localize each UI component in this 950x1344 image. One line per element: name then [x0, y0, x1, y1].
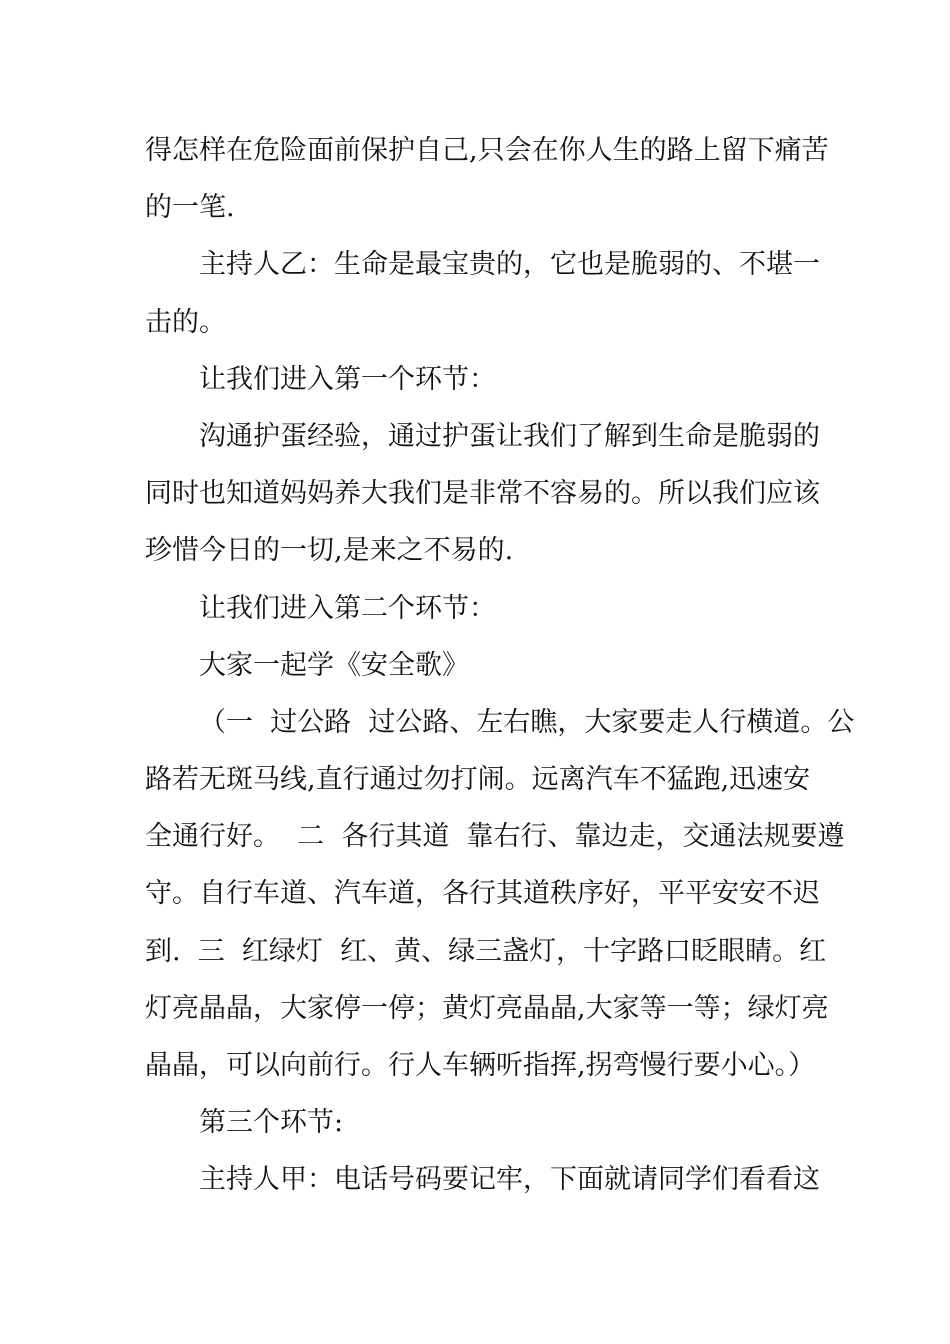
text-line: 让我们进入第一个环节：: [199, 363, 496, 395]
text-line: 大家一起学《安全歌》: [199, 649, 469, 681]
text-line: 路若无斑马线,直行通过勿打闹。远离汽车不猛跑,迅速安: [145, 764, 811, 796]
text-line: 击的。: [145, 306, 226, 338]
text-line: 第三个环节:: [199, 1107, 344, 1139]
text-line: （一 过公路 过公路、左右瞧，大家要走人行横道。公: [199, 706, 855, 738]
text-line: 主持人甲：电话号码要记牢，下面就请同学们看看这: [199, 1164, 820, 1196]
text-line: 珍惜今日的一切,是来之不易的.: [145, 535, 514, 567]
text-line: 主持人乙：生命是最宝贵的，它也是脆弱的、不堪一: [199, 249, 820, 281]
text-line: 晶晶，可以向前行。行人车辆听指挥,拐弯慢行要小心。）: [145, 1050, 816, 1081]
text-line: 灯亮晶晶，大家停一停；黄灯亮晶晶,大家等一等；绿灯亮: [145, 992, 829, 1024]
text-line: 得怎样在危险面前保护自己,只会在你人生的路上留下痛苦: [145, 135, 829, 166]
text-line: 让我们进入第二个环节：: [199, 592, 496, 624]
text-line: 沟通护蛋经验，通过护蛋让我们了解到生命是脆弱的: [199, 420, 820, 452]
document-body: [145, 122, 855, 1209]
text-line: 到. 三 红绿灯 红、黄、绿三盏灯，十字路口眨眼睛。红: [145, 935, 827, 967]
text-line: 全通行好。 二 各行其道 靠右行、靠边走，交通法规要遵: [145, 821, 845, 853]
text-line: 的一笔.: [145, 192, 235, 224]
text-line: 同时也知道妈妈养大我们是非常不容易的。所以我们应该: [145, 478, 820, 510]
text-line: 守。自行车道、汽车道，各行其道秩序好，平平安安不迟: [145, 878, 820, 910]
